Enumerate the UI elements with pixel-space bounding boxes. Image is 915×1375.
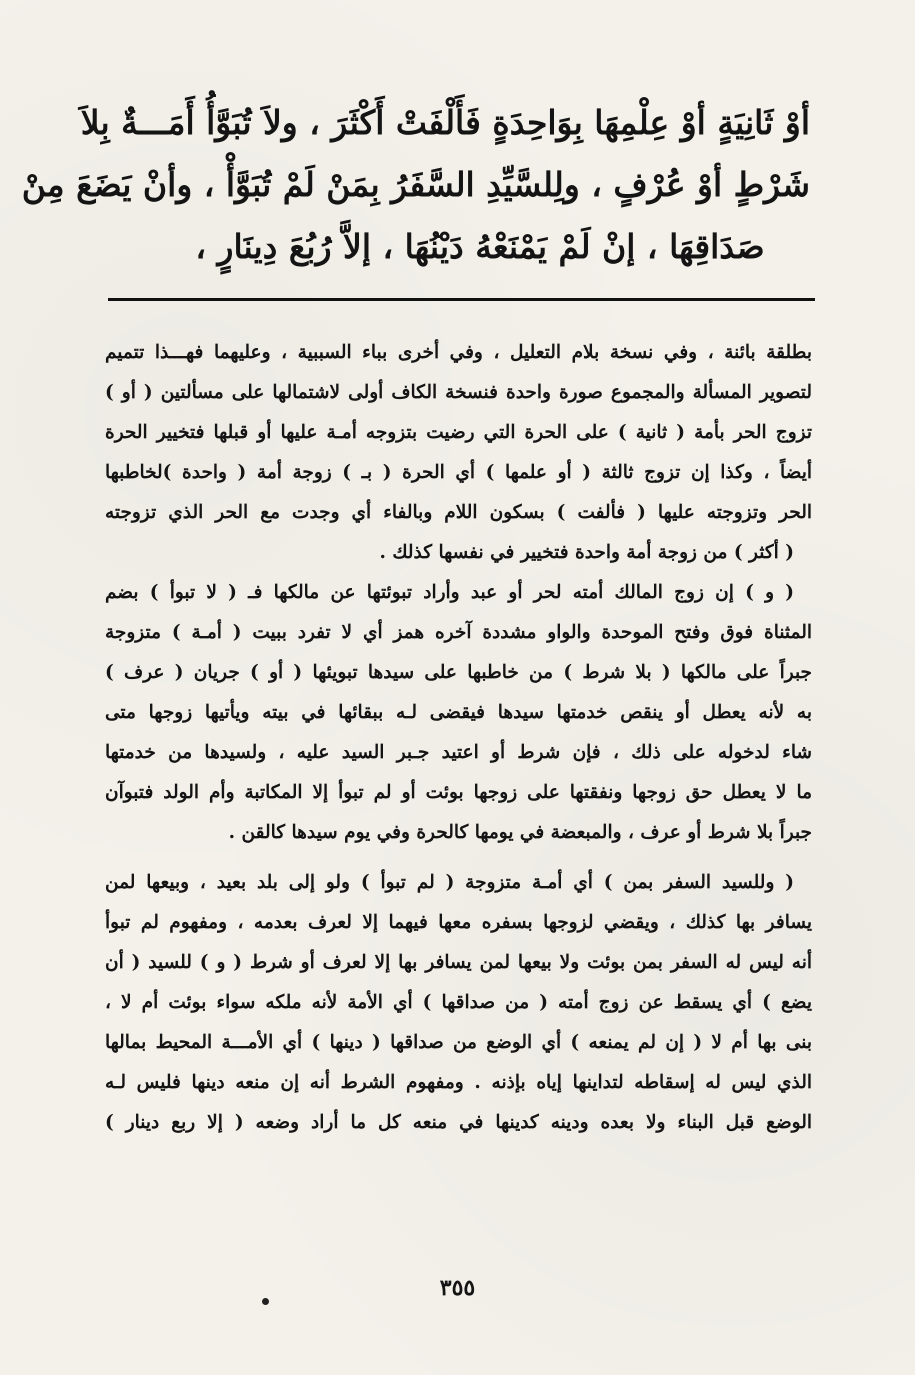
page-number: ٣٥٥: [439, 1275, 476, 1301]
commentary-line: يسافر بها كذلك ، ويقضي لزوجها بسفره معها فيهما إلا لعرف بعدمه ، ومفهوم لم تبوأ: [105, 912, 812, 933]
commentary-line: الحر وتزوجته عليها ( فألفت ) بسكون اللام وبالفاء أي وجدت مع الحر الذي تزوجته: [105, 502, 812, 523]
commentary-line: الوضع قبل البناء ولا بعده ودينه كدينها في منعه كل ما أراد وضعه ( إلا ربع دينار ): [105, 1112, 812, 1133]
main-text-line: شَرْطٍ أوْ عُرْفٍ ، ولِلسَّيِّدِ السَّفَرُ بِمَنْ لَمْ تُبَوَّأْ ، وأنْ يَضَعَ مِنْ: [21, 165, 810, 204]
commentary-block: [105, 333, 812, 1143]
commentary-paragraph-2: [105, 573, 812, 853]
ink-dot: [262, 1298, 269, 1305]
commentary-line: جبراً على مالكها ( بلا شرط ) من خاطبها على سيدها تبويئها ( أو ) جريان ( عرف ): [105, 662, 812, 683]
commentary-line: أيضاً ، وكذا إن تزوج ثالثة ( أو علمها ) أي الحرة ( بـ ) زوجة أمة ( واحدة )لخاطبها: [105, 462, 812, 483]
commentary-line: ( وللسيد السفر بمن ) أي أمـة متزوجة ( لم تبوأ ) ولو إلى بلد بعيد ، وبيعها لمن: [105, 872, 794, 893]
commentary-line: ( و ) إن زوج المالك أمته لحر أو عبد وأراد تبوئتها عن مالكها فـ ( لا تبوأ ) بضم: [105, 582, 794, 603]
commentary-line: جبراً بلا شرط أو عرف ، والمبعضة في يومها كالحرة وفي يوم سيدها كالقن .: [228, 822, 812, 843]
commentary-line: يضع ) أي يسقط عن زوج أمته ( من صداقها ) أي الأمة لأنه ملكه سواء بوئت أم لا ،: [105, 992, 812, 1013]
main-text-line: أوْ ثَانِيَةٍ أوْ عِلْمِهَا بِوَاحِدَةٍ فَأَلْفَتْ أَكْثَرَ ، ولاَ تُبَوَّأُ أَمَـــةٌ بِلاَ: [80, 103, 810, 142]
commentary-line: لتصوير المسألة والمجموع صورة واحدة فنسخة الكاف أولى لاشتمالها على مسألتين ( أو ): [105, 382, 812, 403]
commentary-line: الذي ليس له إسقاطه لتداينها إياه بإذنه . ومفهوم الشرط أنه إن منعه دينها فليس لـه: [105, 1072, 812, 1093]
commentary-line: شاء لدخوله على ذلك ، فإن شرط أو اعتيد جـبر السيد عليه ، ولسيدها من خدمتها: [105, 742, 812, 763]
commentary-line: ما لا يعطل حق زوجها ونفقتها على زوجها بوئت أو لم تبوأ إلا المكاتبة وأم الولد فتبوآن: [105, 782, 812, 803]
commentary-line: بنى بها أم لا ( إن لم يمنعه ) أي الوضع من صداقها ( دينها ) أي الأمـــة المحيط بمالها: [105, 1032, 812, 1053]
commentary-line: تزوج الحر بأمة ( ثانية ) على الحرة التي رضيت بتزوجه أمـة عليها أو قبلها فتخيير الحرة: [105, 422, 812, 443]
main-text-block: [21, 92, 810, 278]
commentary-line: بطلقة بائنة ، وفي نسخة بلام التعليل ، وفي أخرى بباء السببية ، وعليهما فهـــذا تتميم: [105, 342, 812, 363]
commentary-line: أنه ليس له السفر بمن بوئت ولا بيعها لمن يسافر بها إلا لعرف أو شرط ( و ) للسيد ( أن: [105, 952, 812, 973]
commentary-paragraph-3: [105, 863, 812, 1143]
commentary-line: به لأنه يعطل أو ينقص خدمتها سيدها فيقضى لـه ببقائها في بيته ويأتيها زوجها متى: [105, 702, 812, 723]
commentary-line: المثناة فوق وفتح الموحدة والواو مشددة آخره همز أي لا تفرد ببيت ( أمـة ) متزوجة: [105, 622, 812, 643]
main-text-line: صَدَاقِهَا ، إنْ لَمْ يَمْنَعْهُ دَيْنُهَا ، إلاَّ رُبُعَ دِينَارٍ ،: [195, 227, 765, 266]
commentary-line: ( أكثر ) من زوجة أمة واحدة فتخيير في نفسها كذلك .: [379, 542, 794, 563]
separator-rule: [108, 298, 815, 301]
commentary-paragraph-1: [105, 333, 812, 573]
paragraph-gap: [105, 853, 812, 863]
